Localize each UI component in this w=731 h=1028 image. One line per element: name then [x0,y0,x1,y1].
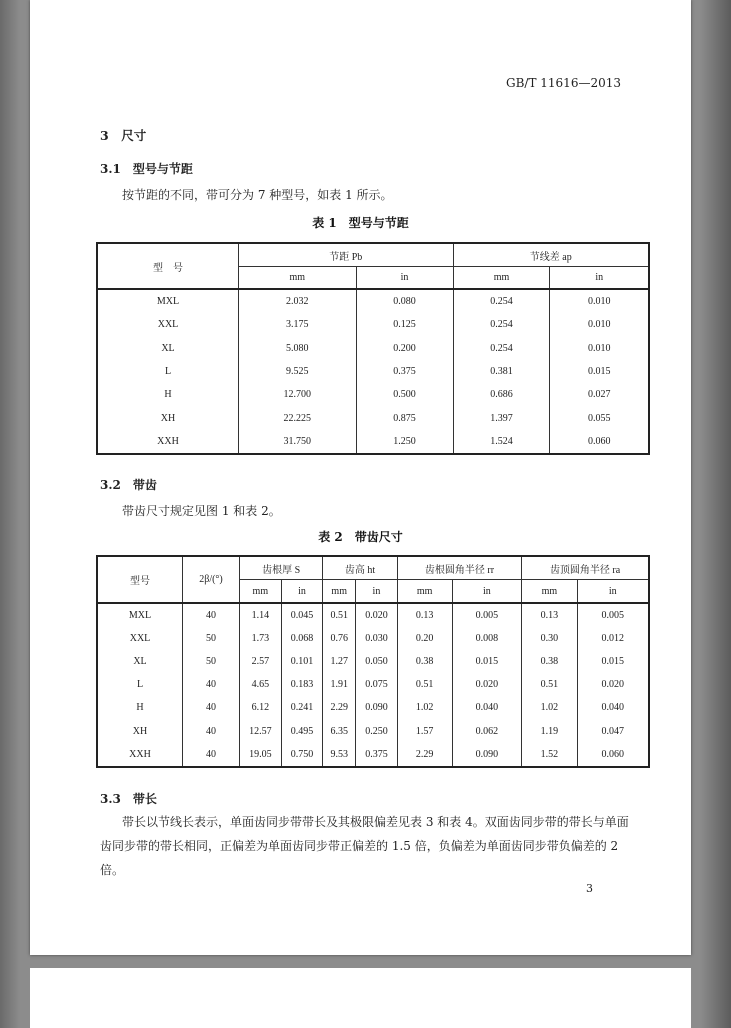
table2-cell: 0.005 [577,603,649,627]
table1-cell: 0.055 [550,406,649,429]
table2-cell: 4.65 [240,673,282,696]
table-row [97,719,649,742]
table-row [97,696,649,719]
table2-cell: 0.005 [452,603,522,627]
table2-caption: 表 2 带齿尺寸 [318,530,403,544]
section-3-1-heading: 3.1 型号与节距 [100,162,193,176]
table2-cell: 2.29 [323,696,356,719]
table1-cell: MXL [97,289,239,313]
table2-cell: 0.183 [281,673,323,696]
table1-cell: 0.027 [550,383,649,406]
table2-header-tooth-height: 齿高 ht [323,556,397,580]
table-row [97,337,649,360]
table2-cell: 0.13 [397,603,452,627]
table1-cell: 22.225 [239,406,357,429]
table2-cell: 1.91 [323,673,356,696]
table2-cell: 2.29 [397,743,452,767]
table2-cell: 0.075 [356,673,398,696]
table1-cell: 0.080 [356,289,453,313]
table2-cell: 0.090 [452,743,522,767]
table2-cell: 0.13 [522,603,577,627]
table1-cell: 0.254 [453,313,550,336]
table1-cell: 0.010 [550,337,649,360]
table1-cell: 5.080 [239,337,357,360]
table-row [97,650,649,673]
table1-cell: 31.750 [239,430,357,454]
table2-cell: XL [97,650,183,673]
section-3-heading: 3 尺寸 [100,128,147,143]
section-3-3-heading: 3.3 带长 [100,792,157,806]
table1-cell: L [97,360,239,383]
table1-unit: mm [453,267,550,290]
table1-cell: 1.397 [453,406,550,429]
table-row [97,430,649,454]
table1-cell: 9.525 [239,360,357,383]
table2-cell: 0.38 [522,650,577,673]
table2-header-root-thickness: 齿根厚 S [240,556,323,580]
table2-cell: 1.19 [522,719,577,742]
table2-cell: 1.14 [240,603,282,627]
table1-cell: XH [97,406,239,429]
table2-cell: 0.495 [281,719,323,742]
table2-cell: 0.045 [281,603,323,627]
table2-cell: 0.38 [397,650,452,673]
table2-cell: 0.040 [577,696,649,719]
table2-cell: 0.51 [522,673,577,696]
table1-cell: 2.032 [239,289,357,313]
table1-cell: XXL [97,313,239,336]
table2-cell: 9.53 [323,743,356,767]
table2-cell: 0.750 [281,743,323,767]
table1-cell: 12.700 [239,383,357,406]
table2-cell: 0.241 [281,696,323,719]
table1-cell: H [97,383,239,406]
table2-cell: 0.250 [356,719,398,742]
table1-header-type: 型 号 [97,243,239,289]
table2-cell: 0.76 [323,627,356,650]
table2-cell: 1.27 [323,650,356,673]
table2-cell: 0.020 [356,603,398,627]
table2 [96,555,650,768]
table2-cell: 0.51 [397,673,452,696]
table2-cell: 0.015 [577,650,649,673]
table1-cell: XXH [97,430,239,454]
section-3-3-text: 带长以节线长表示，单面齿同步带带长及其极限偏差见表 3 和表 4。双面齿同步带的带长与单面齿同步带的带长相同，正偏差为单面齿同步带正偏差的 1.5 倍，负偏差为单面齿同步带负偏差的 2 倍。 [100,815,629,877]
table2-cell: 0.101 [281,650,323,673]
section-3-1-text: 按节距的不同，带可分为 7 种型号，如表 1 所示。 [122,188,393,202]
table1-cell: 1.250 [356,430,453,454]
section-3-2-heading: 3.2 带齿 [100,478,157,492]
table1-cell: 1.524 [453,430,550,454]
table2-header-angle: 2β/(°) [183,556,240,603]
table2-cell: 0.008 [452,627,522,650]
table2-cell: 0.20 [397,627,452,650]
table1-cell: 0.060 [550,430,649,454]
table2-header-tip-radius: 齿顶圆角半径 ra [522,556,649,580]
table2-unit: mm [323,580,356,604]
table2-cell: 1.52 [522,743,577,767]
table1-cell: 0.125 [356,313,453,336]
table1-cell: 0.686 [453,383,550,406]
table2-cell: XXH [97,743,183,767]
table1-header-offset: 节线差 ap [453,243,649,267]
table1-cell: 0.254 [453,337,550,360]
table2-cell: L [97,673,183,696]
table2-cell: 0.030 [356,627,398,650]
table2-header-root-radius: 齿根圆角半径 rr [397,556,521,580]
page-number: 3 [586,882,593,895]
table2-unit: in [356,580,398,604]
table-row [97,406,649,429]
table1-cell: 0.010 [550,289,649,313]
table1-caption: 表 1 型号与节距 [312,216,409,230]
table1-cell: 0.200 [356,337,453,360]
table2-cell: 40 [183,743,240,767]
table2-cell: 0.51 [323,603,356,627]
table2-cell: 40 [183,603,240,627]
next-page [30,968,691,1028]
table1-cell: 0.010 [550,313,649,336]
table-row [97,627,649,650]
table2-cell: 0.020 [452,673,522,696]
table1-cell: 0.500 [356,383,453,406]
table2-unit: mm [397,580,452,604]
table2-cell: 0.040 [452,696,522,719]
table2-cell: 2.57 [240,650,282,673]
table2-cell: 12.57 [240,719,282,742]
document-page [30,0,691,955]
table1-unit: in [356,267,453,290]
table2-cell: 1.02 [522,696,577,719]
table1-header-pitch: 节距 Pb [239,243,454,267]
table2-cell: 0.015 [452,650,522,673]
table-row [97,603,649,627]
table-row [97,360,649,383]
table1-unit: mm [239,267,357,290]
table1-cell: 3.175 [239,313,357,336]
table2-unit: mm [522,580,577,604]
table2-cell: 0.090 [356,696,398,719]
table2-unit: in [577,580,649,604]
table2-cell: 0.050 [356,650,398,673]
table1-cell: 0.875 [356,406,453,429]
table2-cell: 6.35 [323,719,356,742]
table2-unit: mm [240,580,282,604]
table2-cell: 6.12 [240,696,282,719]
table2-cell: 0.060 [577,743,649,767]
table1-cell: 0.254 [453,289,550,313]
table1-cell: 0.375 [356,360,453,383]
table1-cell: XL [97,337,239,360]
table1-cell: 0.015 [550,360,649,383]
table1 [96,242,650,455]
table2-cell: 50 [183,650,240,673]
table-row [97,673,649,696]
table2-cell: 40 [183,673,240,696]
section-3-2-text: 带齿尺寸规定见图 1 和表 2。 [122,504,281,518]
table2-cell: 40 [183,696,240,719]
table2-cell: 1.73 [240,627,282,650]
table2-cell: XH [97,719,183,742]
table2-cell: MXL [97,603,183,627]
table2-header-type: 型号 [97,556,183,603]
table2-cell: 1.57 [397,719,452,742]
table2-cell: 50 [183,627,240,650]
table-row [97,313,649,336]
table-row [97,383,649,406]
table2-cell: 0.30 [522,627,577,650]
table-row [97,289,649,313]
table2-cell: XXL [97,627,183,650]
table2-cell: 19.05 [240,743,282,767]
table2-cell: 0.047 [577,719,649,742]
table2-unit: in [281,580,323,604]
standard-number: GB/T 11616—2013 [506,76,621,90]
table2-cell: 0.375 [356,743,398,767]
table2-cell: 0.068 [281,627,323,650]
table1-cell: 0.381 [453,360,550,383]
table2-cell: H [97,696,183,719]
table-row [97,743,649,767]
table2-cell: 1.02 [397,696,452,719]
table2-cell: 0.012 [577,627,649,650]
table2-cell: 0.062 [452,719,522,742]
table2-cell: 40 [183,719,240,742]
table1-unit: in [550,267,649,290]
table2-unit: in [452,580,522,604]
table2-cell: 0.020 [577,673,649,696]
